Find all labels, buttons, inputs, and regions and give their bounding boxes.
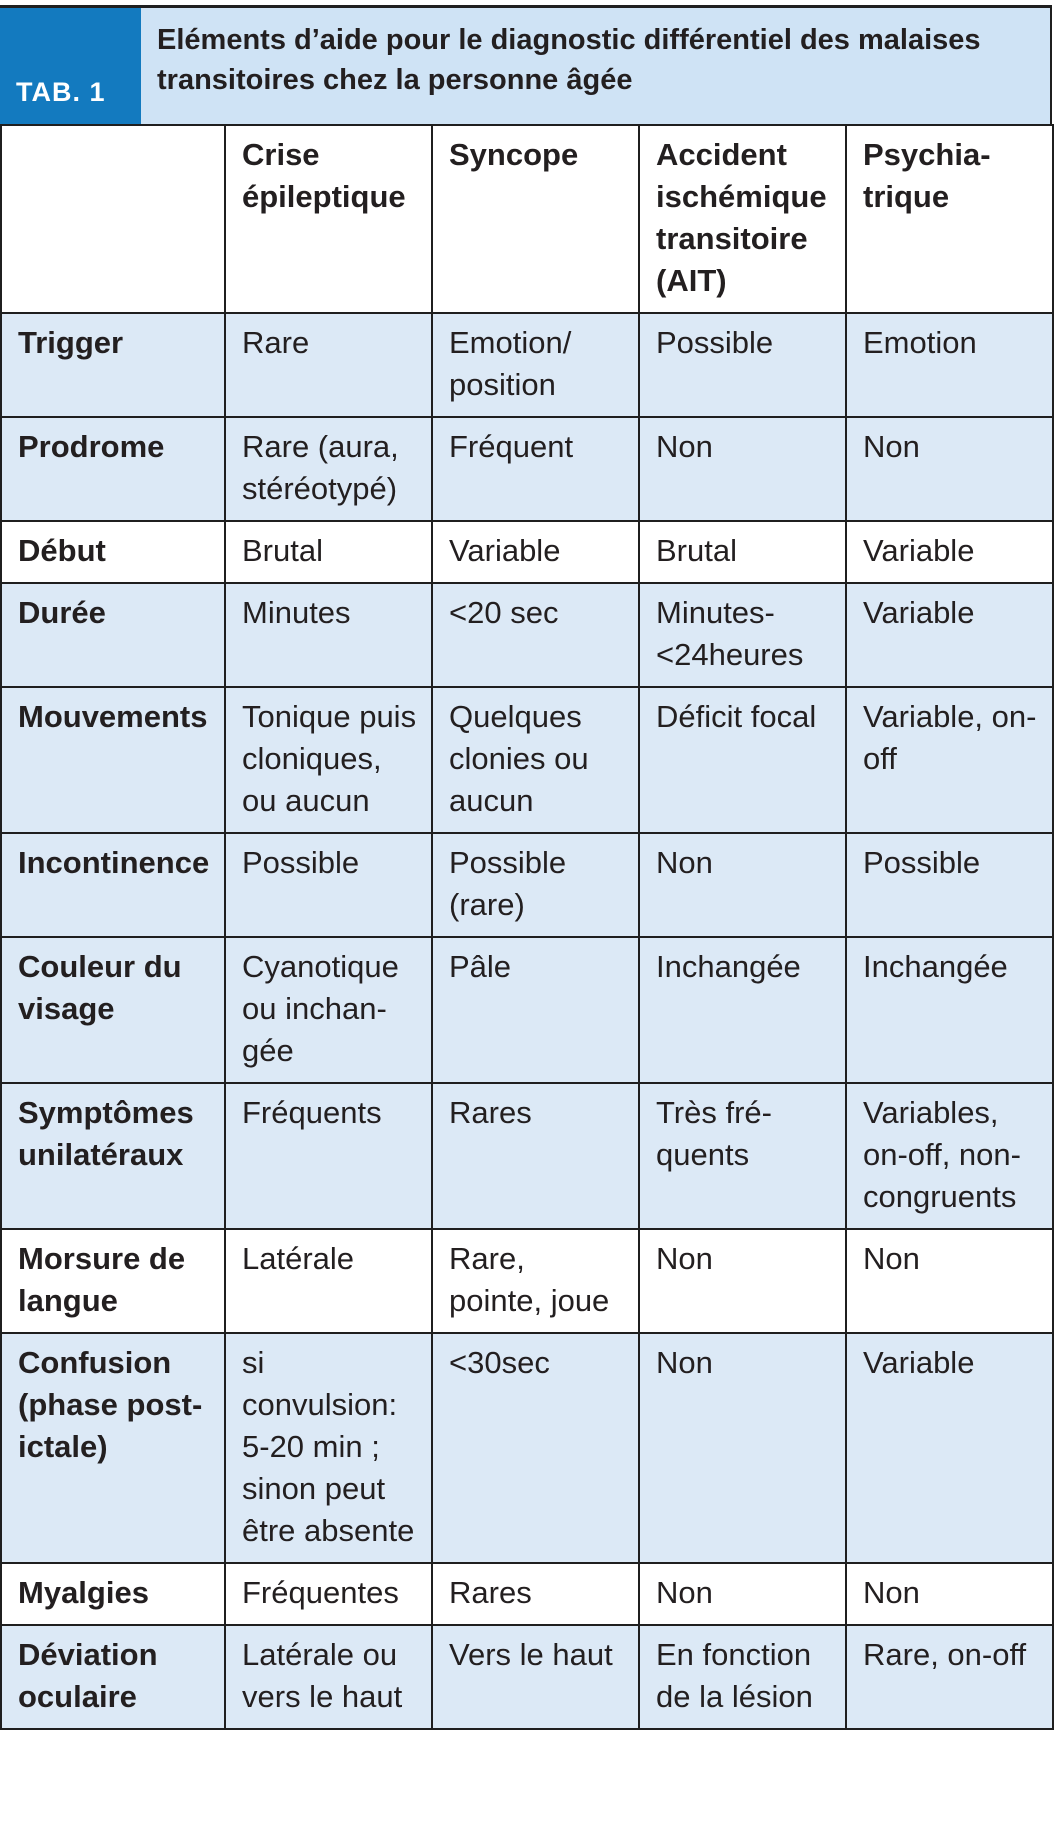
table-cell: Cyanotique ou inchan-gée bbox=[225, 937, 432, 1083]
table-row bbox=[1, 417, 1053, 521]
table-cell: Inchangée bbox=[639, 937, 846, 1083]
table-title: Eléments d’aide pour le diagnostic différentiel des malaises transitoires chez la personne âgée bbox=[141, 8, 1052, 124]
table-cell: Rare, pointe, joue bbox=[432, 1229, 639, 1333]
table-cell: Fréquent bbox=[432, 417, 639, 521]
table-cell: Variable, on-off bbox=[846, 687, 1053, 833]
table-cell: Rare bbox=[225, 313, 432, 417]
table-cell: Possible bbox=[225, 833, 432, 937]
table-cell: Variable bbox=[846, 521, 1053, 583]
table-cell: Emotion bbox=[846, 313, 1053, 417]
table-cell: Brutal bbox=[225, 521, 432, 583]
table-cell: si convulsion: 5-20 min ; sinon peut être absente bbox=[225, 1333, 432, 1563]
row-label: Confusion (phase post-ictale) bbox=[1, 1333, 225, 1563]
table-cell: Latérale ou vers le haut bbox=[225, 1625, 432, 1729]
table-cell: Fréquents bbox=[225, 1083, 432, 1229]
row-label: Déviation oculaire bbox=[1, 1625, 225, 1729]
table-container bbox=[0, 5, 1052, 1730]
table-cell: Non bbox=[639, 833, 846, 937]
row-label: Morsure de langue bbox=[1, 1229, 225, 1333]
table-cell: Possible bbox=[846, 833, 1053, 937]
row-label: Symptômes unilatéraux bbox=[1, 1083, 225, 1229]
tab-number: TAB. 1 bbox=[0, 8, 141, 124]
table-cell: Très fré-quents bbox=[639, 1083, 846, 1229]
table-row bbox=[1, 833, 1053, 937]
table-cell: Non bbox=[846, 417, 1053, 521]
row-label: Prodrome bbox=[1, 417, 225, 521]
table-cell: Vers le haut bbox=[432, 1625, 639, 1729]
table-cell: Non bbox=[846, 1229, 1053, 1333]
table-cell: Non bbox=[846, 1563, 1053, 1625]
table-cell: Rare (aura, stéréotypé) bbox=[225, 417, 432, 521]
header-corner bbox=[1, 125, 225, 313]
table-cell: Minutes-<24heures bbox=[639, 583, 846, 687]
header-crise-epileptique: Crise épileptique bbox=[225, 125, 432, 313]
row-label: Mouvements bbox=[1, 687, 225, 833]
table-title-bar bbox=[0, 5, 1052, 124]
row-label: Durée bbox=[1, 583, 225, 687]
table-cell: Déficit focal bbox=[639, 687, 846, 833]
table-cell: En fonction de la lésion bbox=[639, 1625, 846, 1729]
table-cell: <30sec bbox=[432, 1333, 639, 1563]
header-syncope: Syncope bbox=[432, 125, 639, 313]
table-cell: Rares bbox=[432, 1563, 639, 1625]
table-cell: Inchangée bbox=[846, 937, 1053, 1083]
table-row bbox=[1, 521, 1053, 583]
row-label: Couleur du visage bbox=[1, 937, 225, 1083]
table-cell: Variables, on-off, non-congruents bbox=[846, 1083, 1053, 1229]
table-row bbox=[1, 937, 1053, 1083]
table-row bbox=[1, 313, 1053, 417]
row-label: Myalgies bbox=[1, 1563, 225, 1625]
table-cell: Latérale bbox=[225, 1229, 432, 1333]
table-cell: Non bbox=[639, 417, 846, 521]
table-cell: Non bbox=[639, 1333, 846, 1563]
table-cell: Emotion/ position bbox=[432, 313, 639, 417]
table-cell: Possible (rare) bbox=[432, 833, 639, 937]
row-label: Début bbox=[1, 521, 225, 583]
row-label: Incontinence bbox=[1, 833, 225, 937]
table-cell: Rare, on-off bbox=[846, 1625, 1053, 1729]
table-cell: Variable bbox=[432, 521, 639, 583]
header-psychiatrique: Psychia-trique bbox=[846, 125, 1053, 313]
row-label: Trigger bbox=[1, 313, 225, 417]
table-cell: Quelques clonies ou aucun bbox=[432, 687, 639, 833]
table-cell: Fréquentes bbox=[225, 1563, 432, 1625]
table-cell: Variable bbox=[846, 583, 1053, 687]
table-cell: <20 sec bbox=[432, 583, 639, 687]
header-ait: Accident ischémique transitoire (AIT) bbox=[639, 125, 846, 313]
table-cell: Possible bbox=[639, 313, 846, 417]
table-cell: Rares bbox=[432, 1083, 639, 1229]
table-cell: Non bbox=[639, 1563, 846, 1625]
table-cell: Pâle bbox=[432, 937, 639, 1083]
table-cell: Tonique puis cloniques, ou aucun bbox=[225, 687, 432, 833]
table-row bbox=[1, 1229, 1053, 1333]
table-row bbox=[1, 1083, 1053, 1229]
diagnostic-table bbox=[0, 124, 1054, 1730]
table-cell: Minutes bbox=[225, 583, 432, 687]
table-row bbox=[1, 583, 1053, 687]
table-cell: Brutal bbox=[639, 521, 846, 583]
table-cell: Non bbox=[639, 1229, 846, 1333]
table-row bbox=[1, 1625, 1053, 1729]
table-row bbox=[1, 1333, 1053, 1563]
header-row bbox=[1, 125, 1053, 313]
table-cell: Variable bbox=[846, 1333, 1053, 1563]
table-row bbox=[1, 1563, 1053, 1625]
table-row bbox=[1, 687, 1053, 833]
